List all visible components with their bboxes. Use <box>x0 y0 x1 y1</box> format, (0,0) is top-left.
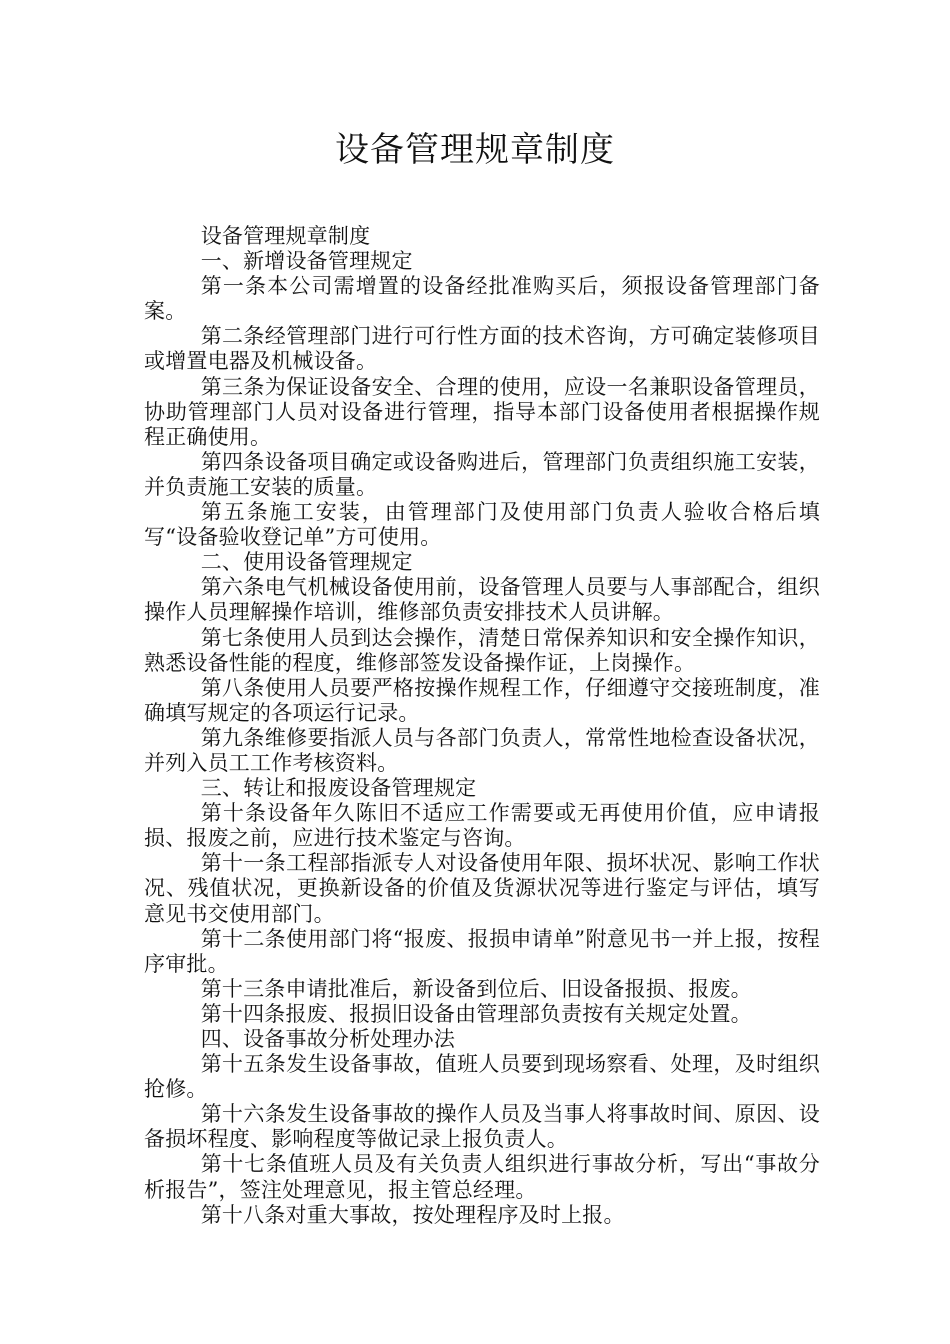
section-heading-2: 二、使用设备管理规定 <box>200 550 413 575</box>
section-heading-4: 四、设备事故分析处理办法 <box>200 1027 456 1051</box>
article-13: 第十三条申请批准后，新设备到位后、旧设备报损、报废。 <box>200 976 752 1001</box>
article-6: 第六条电气机械设备使用前，设备管理人员要与人事部配合，组织操作人员理解操作培训，维修部负责安排技术人员讲解。 <box>144 575 820 625</box>
article-16: 第十六条发生设备事故的操作人员及当事人将事故时间、原因、设备损坏程度、影响程度等做记录上报负责人。 <box>144 1102 820 1152</box>
article-3: 第三条为保证设备安全、合理的使用，应设一名兼职设备管理员，协助管理部门人员对设备进行管理，指导本部门设备使用者根据操作规程正确使用。 <box>144 374 820 449</box>
article-15: 第十五条发生设备事故，值班人员要到现场察看、处理，及时组织抢修。 <box>144 1052 820 1102</box>
article-4: 第四条设备项目确定或设备购进后，管理部门负责组织施工安装，并负责施工安装的质量。 <box>144 449 820 499</box>
article-8: 第八条使用人员要严格按操作规程工作，仔细遵守交接班制度，准确填写规定的各项运行记录。 <box>144 675 820 725</box>
section-heading-3: 三、转让和报废设备管理规定 <box>200 776 477 801</box>
section-heading-1: 一、新增设备管理规定 <box>200 249 413 274</box>
article-7: 第七条使用人员到达会操作，清楚日常保养知识和安全操作知识，熟悉设备性能的程度，维修部签发设备操作证，上岗操作。 <box>144 625 820 675</box>
article-5: 第五条施工安装，由管理部门及使用部门负责人验收合格后填写“设备验收登记单”方可使用。 <box>144 500 820 550</box>
article-9: 第九条维修要指派人员与各部门负责人，常常性地检查设备状况，并列入员工工作考核资料。 <box>144 725 820 775</box>
article-1: 第一条本公司需增置的设备经批准购买后，须报设备管理部门备案。 <box>144 274 820 324</box>
article-18: 第十八条对重大事故，按处理程序及时上报。 <box>200 1202 625 1227</box>
article-10: 第十条设备年久陈旧不适应工作需要或无再使用价值，应申请报损、报废之前，应进行技术鉴定与咨询。 <box>144 801 820 851</box>
document-body <box>144 224 820 1228</box>
article-11: 第十一条工程部指派专人对设备使用年限、损坏状况、影响工作状况、残值状况，更换新设备的价值及货源状况等进行鉴定与评估，填写意见书交使用部门。 <box>144 851 820 926</box>
subtitle-paragraph: 设备管理规章制度 <box>200 224 371 248</box>
article-12: 第十二条使用部门将“报废、报损申请单”附意见书一并上报，按程序审批。 <box>144 926 820 976</box>
article-14: 第十四条报废、报损旧设备由管理部负责按有关规定处置。 <box>200 1001 752 1026</box>
document-title: 设备管理规章制度 <box>335 130 615 170</box>
article-17: 第十七条值班人员及有关负责人组织进行事故分析，写出“事故分析报告”，签注处理意见，报主管总经理。 <box>144 1152 820 1202</box>
article-2: 第二条经管理部门进行可行性方面的技术咨询，方可确定装修项目或增置电器及机械设备。 <box>144 324 820 374</box>
